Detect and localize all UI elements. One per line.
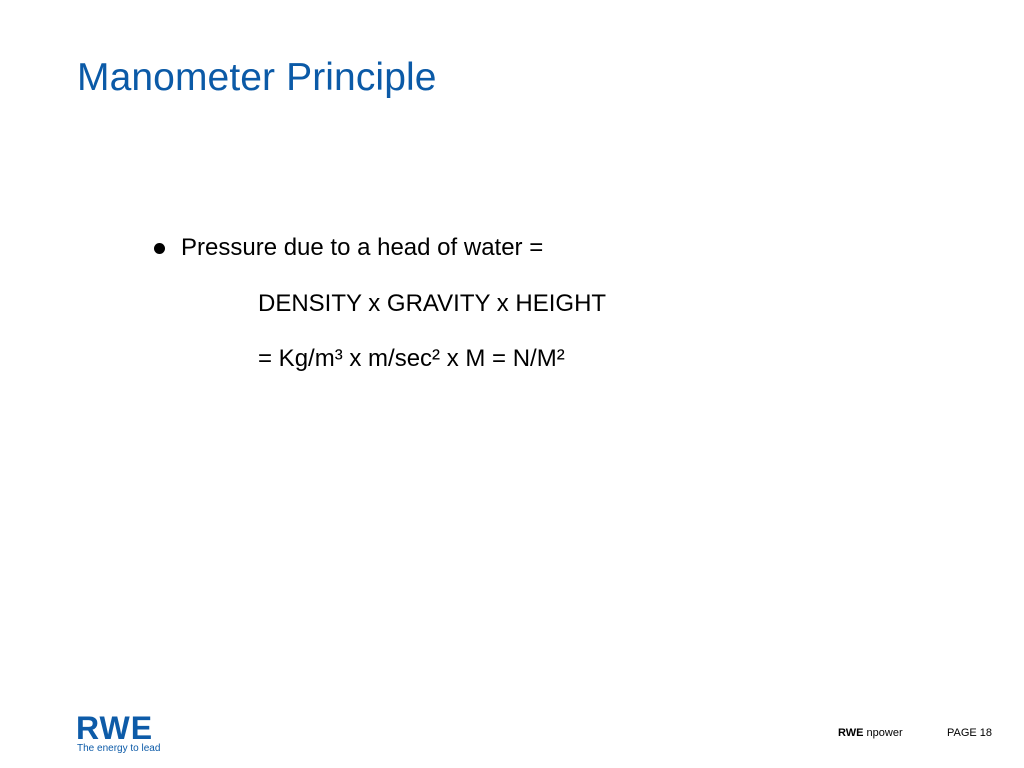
bullet-text: Pressure due to a head of water = — [181, 234, 544, 261]
slide-title: Manometer Principle — [77, 56, 437, 99]
footer-brand-strong: RWE — [838, 727, 864, 739]
footer-brand — [838, 727, 903, 739]
logo-wordmark: RWE — [76, 710, 154, 746]
formula-line-1: DENSITY x GRAVITY x HEIGHT — [258, 290, 607, 317]
page-number: PAGE 18 — [947, 727, 993, 739]
rwe-logo — [76, 712, 166, 756]
bullet-dot-icon — [154, 243, 165, 254]
formula-line-2: = Kg/m³ x m/sec² x M = N/M² — [258, 345, 565, 372]
bullet-item — [154, 236, 543, 260]
footer-brand-rest: npower — [866, 727, 903, 739]
logo-tagline: The energy to lead — [77, 743, 161, 754]
